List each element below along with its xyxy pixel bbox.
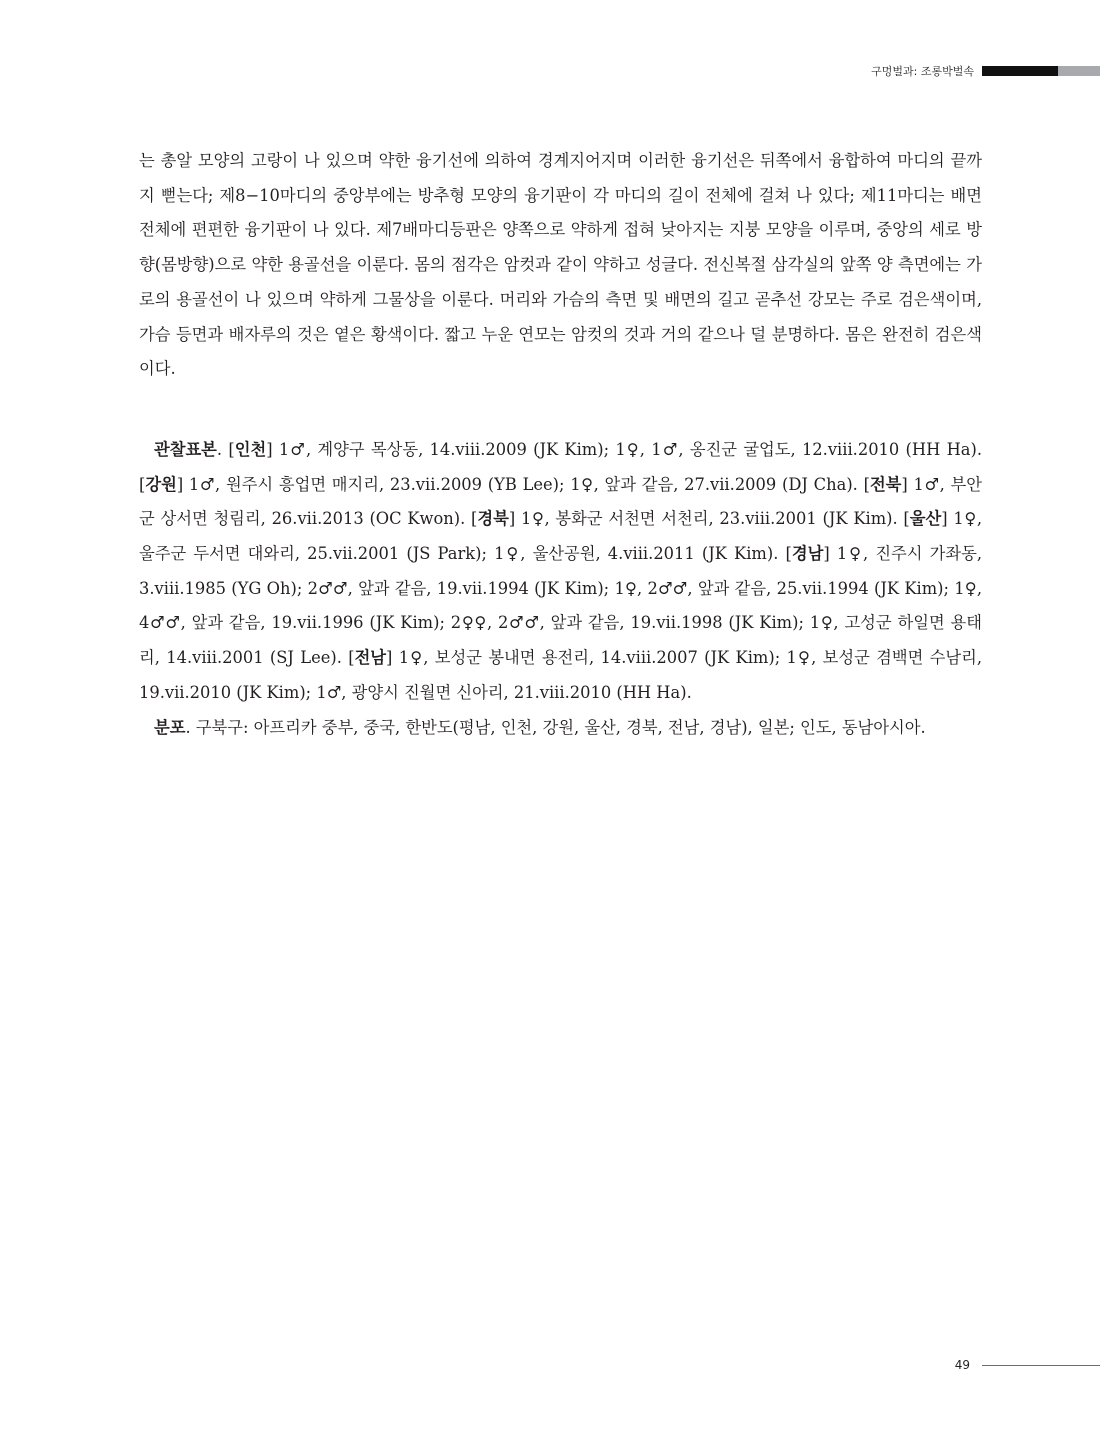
distribution-paragraph [139,711,982,746]
region-label: 전북 [869,474,902,494]
header-bar-dark [982,66,1058,76]
specimens-records [139,440,982,702]
running-header [871,64,1100,78]
main-text [139,144,982,745]
page-number: 49 [954,1358,970,1372]
paragraph-gap [139,387,982,433]
header-bar-light [1058,66,1100,76]
specimen-record-text: ] 1♀, 울주군 두서면 대와리, 25.vii.2001 (JS Park); 1♀, 울산공원, 4.viii.2011 (JK Kim). [ [139,509,982,564]
region-label: 경북 [477,509,509,529]
region-label: 인천 [234,439,267,459]
distribution-label: 분포 [154,717,186,737]
specimen-record-text: ] 1♀, 보성군 봉내면 용전리, 14.viii.2007 (JK Kim); 1♀, 보성군 겸백면 수남리, 19.vii.2010 (JK Kim); 1♂, 광양시 진월면 신아리, 21.viii.2010 (HH Ha). [139,648,982,702]
region-label: 강원 [145,474,177,494]
region-label: 경남 [791,544,824,564]
specimens-paragraph [139,433,982,711]
specimen-record-text: ] 1♀, 봉화군 서천면 서천리, 23.viii.2001 (JK Kim). [ [508,509,910,529]
specimen-record-text: ] 1♀, 진주시 가좌동, 3.viii.1985 (YG Oh); 2♂♂, 앞과 같음, 19.vii.1994 (JK Kim); 1♀, 2♂♂, 앞과 같음, 25.vii.1994 (JK Kim); 1♀, 4♂♂, 앞과 같음, 19.vii.1996 (JK Kim); 2♀♀, 2♂♂, 앞과 같음, 19.vii.1998 (JK Kim); 1♀, 고성군 하일면 용태리, 14.viii.2001 (SJ Lee). [ [139,544,983,668]
specimen-record-text: . [ [216,439,235,459]
specimen-record-text: ] 1♂, 계양구 목상동, 14.viii.2009 (JK Kim); 1♀, 1♂, 옹진군 굴업도, 12.viii.2010 (HH Ha). [ [139,439,982,494]
footer-rule [982,1365,1100,1366]
running-title: 구멍벌과: 조롱박벌속 [871,65,974,78]
specimens-label: 관찰표본 [154,439,217,459]
specimen-record-text: ] 1♂, 부안군 상서면 청림리, 26.vii.2013 (OC Kwon). [ [139,474,982,529]
specimen-record-text: ] 1♂, 원주시 흥업면 매지리, 23.vii.2009 (YB Lee); 1♀, 앞과 같음, 27.vii.2009 (DJ Cha). [ [176,474,870,494]
distribution-text: . 구북구: 아프리카 중부, 중국, 한반도(평남, 인천, 강원, 울산, 경북, 전남, 경남), 일본; 인도, 동남아시아. [185,717,926,737]
region-label: 전남 [354,648,387,668]
description-paragraph: 는 총알 모양의 고랑이 나 있으며 약한 융기선에 의하여 경계지어지며 이러한 융기선은 뒤쪽에서 융합하여 마디의 끝까지 뻗는다; 제8−10마디의 중앙부에는 방추형 모양의 융기판이 각 마디의 길이 전체에 걸쳐 나 있다; 제11마디는 배면 전체에 편편한 융기판이 나 있다. 제7배마디등판은 양쪽으로 약하게 접혀 낮아지는 지붕 모양을 이루며, 중앙의 세로 방향(몸방향)으로 약한 용골선을 이룬다. 몸의 점각은 암컷과 같이 약하고 성글다. 전신복절 삼각실의 앞쪽 양 측면에는 가로의 용골선이 나 있으며 약하게 그물상을 이룬다. 머리와 가슴의 측면 및 배면의 길고 곧추선 강모는 주로 검은색이며, 가슴 등면과 배자루의 것은 옅은 황색이다. 짧고 누운 연모는 암컷의 것과 거의 같으나 덜 분명하다. 몸은 완전히 검은색이다. [139,151,982,379]
page-footer [955,1358,1100,1372]
region-label: 울산 [909,509,942,529]
